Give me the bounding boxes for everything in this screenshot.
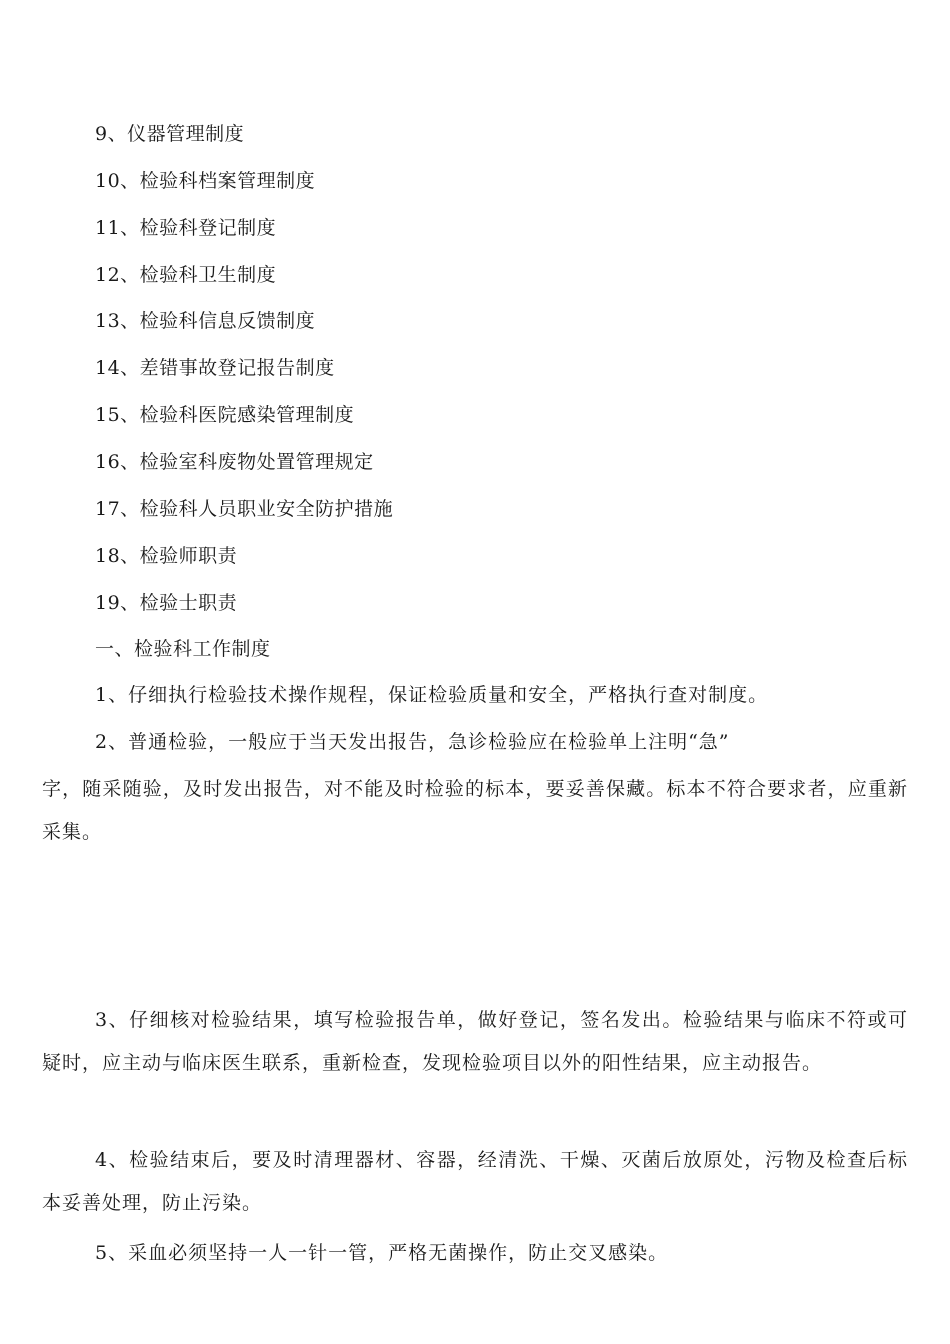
- toc-item-12: 12、检验科卫生制度: [95, 264, 277, 286]
- toc-item-18: 18、检验师职责: [95, 545, 238, 567]
- toc-item-11: 11、检验科登记制度: [95, 217, 277, 239]
- toc-item-14: 14、差错事故登记报告制度: [95, 357, 335, 379]
- toc-item-15: 15、检验科医院感染管理制度: [95, 404, 355, 426]
- toc-item-10: 10、检验科档案管理制度: [95, 170, 316, 192]
- section-heading: 一、检验科工作制度: [95, 638, 271, 660]
- toc-item-16: 16、检验室科废物处置管理规定: [95, 451, 374, 473]
- toc-item-19: 19、检验士职责: [95, 592, 238, 614]
- toc-item-13: 13、检验科信息反馈制度: [95, 310, 316, 332]
- paragraph-3: 3、仔细核对检验结果，填写检验报告单，做好登记，签名发出。检验结果与临床不符或可疑时，应主动与临床医生联系，重新检查，发现检验项目以外的阳性结果，应主动报告。: [42, 1009, 908, 1074]
- paragraph-5: 5、采血必须坚持一人一针一管，严格无菌操作，防止交叉感染。: [95, 1242, 669, 1264]
- paragraph-4: 4、检验结束后，要及时清理器材、容器，经清洗、干燥、灭菌后放原处，污物及检查后标本妥善处理，防止污染。: [42, 1149, 908, 1214]
- toc-item-9: 9、仪器管理制度: [95, 123, 245, 145]
- paragraph-2-line-1: 2、普通检验，一般应于当天发出报告，急诊检验应在检验单上注明“急”: [95, 731, 730, 753]
- toc-item-17: 17、检验科人员职业安全防护措施: [95, 498, 394, 520]
- paragraph-2-continued: 字，随采随验，及时发出报告，对不能及时检验的标本，要妥善保藏。标本不符合要求者，应重新采集。: [42, 778, 908, 843]
- paragraph-1: 1、仔细执行检验技术操作规程，保证检验质量和安全，严格执行查对制度。: [95, 684, 769, 706]
